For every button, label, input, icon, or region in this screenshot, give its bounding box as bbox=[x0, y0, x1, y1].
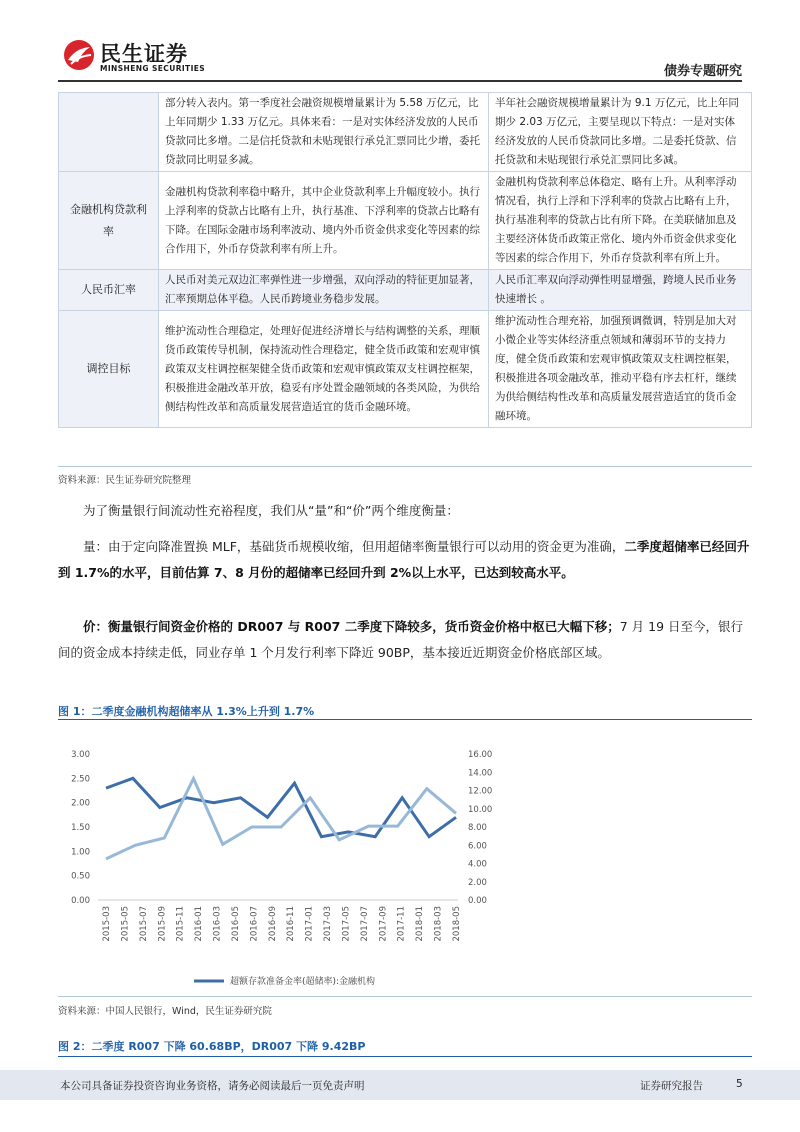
row-label bbox=[59, 93, 159, 172]
paragraph-quantity bbox=[58, 534, 752, 586]
table-row bbox=[59, 311, 752, 428]
q1-cell: 金融机构贷款利率稳中略升，其中企业贷款利率上升幅度较小。执行上浮利率的贷款占比略有上升，执行基准、下浮利率的贷款占比略有下降。在国际金融市场利率波动、境内外币资金供求变化等因素的综合作用下，外币存贷款利率有所上升。 bbox=[159, 172, 489, 270]
left-axis-tick: 2.00 bbox=[71, 798, 90, 809]
q2-cell: 维护流动性合理充裕，加强预调微调，特别是加大对小微企业等实体经济重点领域和薄弱环节的支持力度，健全货币政策和宏观审慎政策双支柱调控框架，积极推进各项金融改革，推动平稳有序去杠杆，继续为供给侧结构性改革和高质量发展营造适宜的货币金融环境。 bbox=[489, 311, 752, 428]
table-source: 资料来源：民生证券研究院整理 bbox=[58, 475, 192, 486]
right-axis-tick: 0.00 bbox=[468, 896, 487, 906]
x-axis-tick: 2017-01 bbox=[304, 906, 315, 942]
right-axis-tick: 8.00 bbox=[468, 823, 487, 833]
q1-cell: 部分转入表内。第一季度社会融资规模增量累计为 5.58 万亿元，比上年同期少 1.33 万亿元。具体来看：一是对实体经济发放的人民币贷款同比多增。二是信托贷款和未贴现银行承兑汇票同比少增，委托贷款同比明显多减。 bbox=[159, 93, 489, 172]
paragraph-price bbox=[58, 614, 752, 666]
x-axis-tick: 2016-03 bbox=[212, 906, 223, 942]
reserve-ratio-chart bbox=[58, 720, 752, 990]
figure-2-title: 图 2：二季度 R007 下降 60.68BP，DR007 下降 9.42BP bbox=[58, 1040, 366, 1053]
right-axis-tick: 12.00 bbox=[468, 786, 493, 797]
x-axis-tick: 2015-07 bbox=[138, 906, 149, 942]
paragraph-price-highlight: 价：衡量银行间资金价格的 DR007 与 R007 二季度下降较多，货币资金价格中枢已大幅下移； bbox=[83, 619, 620, 634]
x-axis-tick: 2015-03 bbox=[102, 906, 112, 942]
brand-logo bbox=[62, 38, 212, 76]
row-label: 调控目标 bbox=[59, 311, 159, 428]
x-axis-tick: 2017-11 bbox=[396, 906, 407, 942]
x-axis-tick: 2017-05 bbox=[341, 906, 352, 942]
figure-1-source: 资料来源：中国人民银行，Wind，民生证券研究院 bbox=[58, 1006, 272, 1017]
right-axis-tick: 6.00 bbox=[468, 841, 487, 852]
table-row bbox=[59, 270, 752, 311]
row-label: 金融机构贷款利率 bbox=[59, 172, 159, 270]
figure-1-title: 图 1：二季度金融机构超储率从 1.3%上升到 1.7% bbox=[58, 705, 315, 718]
left-axis-tick: 3.00 bbox=[71, 750, 90, 760]
figure-2-divider bbox=[58, 1056, 752, 1057]
left-axis-tick: 0.00 bbox=[71, 896, 90, 906]
paragraph-price-text: 7 月 19 日至今，银行间的资金成本持续走低，同业存单 1 个月发行利率下降近 90BP，基本接近近期资金价格底部区域。 bbox=[58, 619, 744, 660]
left-axis-tick: 1.00 bbox=[71, 847, 90, 858]
right-axis-tick: 2.00 bbox=[468, 877, 487, 888]
x-axis-tick: 2016-09 bbox=[267, 906, 278, 942]
header-divider bbox=[58, 80, 742, 82]
legend-label: 超额存款准备金率(超储率):金融机构 bbox=[230, 977, 376, 987]
paragraph-quantity-highlight: 二季度超储率已经回升到 1.7%的水平，目前估算 7、8 月份的超储率已经回升到 2%以上水平，已达到较高水平。 bbox=[58, 539, 750, 580]
x-axis-tick: 2018-01 bbox=[415, 906, 426, 942]
x-axis-tick: 2016-05 bbox=[230, 906, 241, 942]
source-divider bbox=[58, 996, 752, 997]
minsheng-logo-icon bbox=[62, 38, 96, 72]
q1-cell: 维护流动性合理稳定，处理好促进经济增长与结构调整的关系，理顺货币政策传导机制，保持流动性合理稳定，健全货币政策和宏观审慎政策双支柱调控框架健全货币政策和宏观审慎政策双支柱调控框架，积极推进金融改革开放，稳妥有序处置金融领域的各类风险，为供给侧结构性改革和高质量发展营造适宜的货币金融环境。 bbox=[159, 311, 489, 428]
right-axis-tick: 10.00 bbox=[468, 804, 493, 815]
x-axis-tick: 2015-09 bbox=[157, 906, 168, 942]
footer-disclaimer: 本公司具备证券投资咨询业务资格，请务必阅读最后一页免责声明 bbox=[60, 1080, 365, 1092]
x-axis-tick: 2016-11 bbox=[286, 906, 297, 942]
x-axis-tick: 2017-09 bbox=[378, 906, 389, 942]
left-axis-tick: 1.50 bbox=[71, 823, 90, 833]
series-line-1 bbox=[106, 779, 456, 859]
table-row bbox=[59, 172, 752, 270]
brand-name-en: MINSHENG SECURITIES bbox=[100, 64, 206, 73]
table-row bbox=[59, 93, 752, 172]
x-axis-tick: 2017-03 bbox=[323, 906, 334, 942]
paragraph-quantity-text: 量：由于定向降准置换 MLF，基础货币规模收缩，但用超储率衡量银行可以动用的资金更为准确， bbox=[83, 539, 625, 554]
right-axis-tick: 14.00 bbox=[468, 768, 493, 779]
q2-cell: 人民币汇率双向浮动弹性明显增强，跨境人民币业务快速增长 。 bbox=[489, 270, 752, 311]
x-axis-tick: 2015-11 bbox=[175, 906, 186, 942]
q1-cell: 人民币对美元双边汇率弹性进一步增强，双向浮动的特征更加显著，汇率预期总体平稳。人民币跨境业务稳步发展。 bbox=[159, 270, 489, 311]
q2-cell: 半年社会融资规模增量累计为 9.1 万亿元，比上年同期少 2.03 万亿元，主要呈现以下特点：一是对实体经济发放的人民币贷款同比多增。二是委托贷款、信托贷款和未贴现银行承兑汇票同比多减。 bbox=[489, 93, 752, 172]
paragraph-intro: 为了衡量银行间流动性充裕程度，我们从“量”和“价”两个维度衡量： bbox=[83, 503, 459, 518]
right-axis-tick: 16.00 bbox=[468, 750, 493, 760]
row-label: 人民币汇率 bbox=[59, 270, 159, 311]
report-type-label: 债券专题研究 bbox=[663, 64, 742, 79]
left-axis-tick: 2.50 bbox=[71, 774, 90, 785]
footer-report-label: 证券研究报告 bbox=[640, 1080, 703, 1092]
left-axis-tick: 0.50 bbox=[71, 871, 90, 882]
right-axis-tick: 4.00 bbox=[468, 859, 487, 870]
page-footer bbox=[0, 1070, 800, 1100]
q2-cell: 金融机构贷款利率总体稳定、略有上升。从利率浮动情况看，执行上浮和下浮利率的贷款占比略有上升，执行基准利率的贷款占比有所下降。在美联储加息及主要经济体货币政策正常化、境内外币资金供求变化等因素的综合作用下，外币存贷款利率有所上升。 bbox=[489, 172, 752, 270]
page-header bbox=[0, 0, 800, 80]
x-axis-tick: 2016-01 bbox=[194, 906, 205, 942]
brand-name-cn: 民生证券 bbox=[100, 42, 188, 66]
x-axis-tick: 2018-05 bbox=[452, 906, 462, 942]
page-number: 5 bbox=[736, 1078, 743, 1090]
x-axis-tick: 2018-03 bbox=[433, 906, 444, 942]
policy-comparison-table bbox=[58, 92, 752, 428]
x-axis-tick: 2017-07 bbox=[359, 906, 370, 942]
x-axis-tick: 2016-07 bbox=[249, 906, 260, 942]
source-divider bbox=[58, 466, 752, 467]
x-axis-tick: 2015-05 bbox=[120, 906, 131, 942]
